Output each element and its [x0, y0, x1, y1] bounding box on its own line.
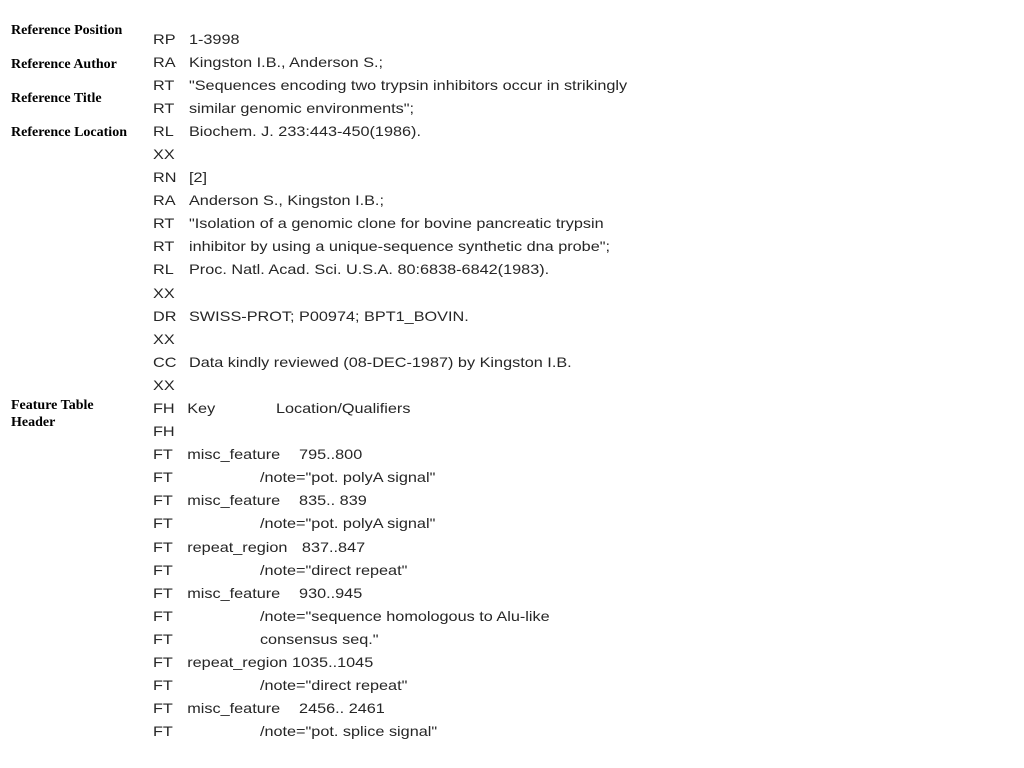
line-code: FT: [153, 607, 173, 624]
feature-location: 2456.. 2461: [299, 700, 385, 717]
entry-listing: [153, 28, 663, 744]
feature-table-line: [153, 466, 663, 489]
line-text: Data kindly reviewed (08-DEC-1987) by Kingston I.B.: [188, 353, 572, 370]
line-code: FT: [153, 654, 173, 671]
reference-author-label: Reference Author: [11, 57, 117, 72]
line-code: FT: [153, 723, 173, 740]
line-code: RA: [153, 192, 176, 209]
feature-location: 837..847: [301, 538, 366, 555]
feature-table-line: [153, 697, 663, 720]
feature-table-line: [153, 628, 663, 651]
feature-table-line: [153, 582, 663, 605]
feature-table-line: [153, 512, 663, 535]
line-code: RL: [153, 122, 174, 139]
feature-table-line: [153, 605, 663, 628]
database-cross-reference-line: [153, 305, 663, 328]
line-code: DR: [153, 307, 177, 324]
spacer-line: [153, 374, 663, 397]
line-text: [2]: [188, 169, 208, 186]
feature-table-line: [153, 536, 663, 559]
reference-number-line: [153, 166, 663, 189]
line-code: XX: [153, 376, 175, 393]
feature-key: misc_feature: [187, 492, 281, 509]
line-code: RT: [153, 215, 175, 232]
feature-location: 835.. 839: [299, 492, 367, 509]
reference-title-line: [153, 235, 663, 258]
reference-author-line: [153, 51, 663, 74]
line-code: XX: [153, 330, 175, 347]
reference-location-label: Reference Location: [11, 125, 127, 140]
feature-table-line: [153, 559, 663, 582]
line-code: CC: [153, 353, 177, 370]
line-code: FT: [153, 492, 173, 509]
line-code: FH: [153, 400, 175, 416]
spacer-line: [153, 143, 663, 166]
reference-author-line: [153, 189, 663, 212]
feature-qualifier: /note="direct repeat": [259, 561, 408, 578]
reference-location-line: [153, 258, 663, 281]
line-code: FT: [153, 561, 173, 578]
line-text: Anderson S., Kingston I.B.;: [188, 192, 384, 209]
line-code: RN: [153, 169, 177, 186]
feature-table-line: [153, 443, 663, 466]
line-code: FT: [153, 677, 173, 694]
line-code: RT: [153, 99, 175, 116]
feature-table-line: [153, 720, 663, 743]
line-text: "Isolation of a genomic clone for bovine pancreatic trypsin: [188, 215, 604, 232]
line-text: Proc. Natl. Acad. Sci. U.S.A. 80:6838-6842(1983).: [188, 261, 550, 278]
feature-key: misc_feature: [187, 584, 281, 601]
line-text: SWISS-PROT; P00974; BPT1_BOVIN.: [188, 307, 469, 324]
location-qualifiers-heading: Location/Qualifiers: [275, 400, 411, 416]
reference-title-line: [153, 97, 663, 120]
line-code: RA: [153, 53, 176, 70]
line-code: XX: [153, 284, 175, 301]
reference-location-line: [153, 120, 663, 143]
feature-location: 795..800: [299, 446, 363, 463]
feature-qualifier: /note="pot. polyA signal": [259, 469, 436, 486]
feature-table-header-line: [153, 397, 663, 420]
feature-table-line: [153, 489, 663, 512]
feature-table-header-label: Feature Table Header: [11, 398, 94, 430]
spacer-line: [153, 282, 663, 305]
line-code: FT: [153, 469, 173, 486]
feature-qualifier: consensus seq.": [259, 630, 379, 647]
line-code: FH: [153, 423, 175, 440]
feature-table-line: [153, 674, 663, 697]
line-text: "Sequences encoding two trypsin inhibitors occur in strikingly: [188, 76, 628, 93]
spacer-line: [153, 328, 663, 351]
feature-location: 930..945: [299, 584, 363, 601]
line-code: RT: [153, 76, 175, 93]
line-code: FT: [153, 538, 173, 555]
feature-qualifier: /note="pot. polyA signal": [259, 515, 436, 532]
line-text: Biochem. J. 233:443-450(1986).: [188, 122, 421, 139]
reference-position-label: Reference Position: [11, 23, 123, 38]
line-text: inhibitor by using a unique-sequence synthetic dna probe";: [188, 238, 611, 255]
reference-title-line: [153, 74, 663, 97]
reference-title-line: [153, 212, 663, 235]
feature-key: repeat_region: [187, 654, 288, 671]
feature-table-header-line: [153, 420, 663, 443]
line-code: RT: [153, 238, 175, 255]
feature-key: repeat_region: [187, 538, 288, 555]
feature-key-heading: Key: [187, 400, 216, 416]
feature-key: misc_feature: [187, 700, 281, 717]
feature-table-line: [153, 651, 663, 674]
line-text: 1-3998: [188, 30, 240, 47]
line-code: RP: [153, 30, 176, 47]
comment-line: [153, 351, 663, 374]
feature-qualifier: /note="direct repeat": [259, 677, 408, 694]
feature-qualifier: /note="pot. splice signal": [259, 723, 438, 740]
line-code: XX: [153, 145, 175, 162]
line-code: FT: [153, 630, 173, 647]
line-text: similar genomic environments";: [188, 99, 415, 116]
line-text: Kingston I.B., Anderson S.;: [188, 53, 384, 70]
reference-title-label: Reference Title: [11, 91, 102, 106]
line-code: FT: [153, 700, 173, 717]
line-code: FT: [153, 584, 173, 601]
line-code: FT: [153, 515, 173, 532]
line-code: RL: [153, 261, 174, 278]
feature-key: misc_feature: [187, 446, 281, 463]
reference-position-line: [153, 28, 663, 51]
feature-location: 1035..1045: [291, 654, 374, 671]
feature-qualifier: /note="sequence homologous to Alu-like: [259, 607, 550, 624]
line-code: FT: [153, 446, 173, 463]
